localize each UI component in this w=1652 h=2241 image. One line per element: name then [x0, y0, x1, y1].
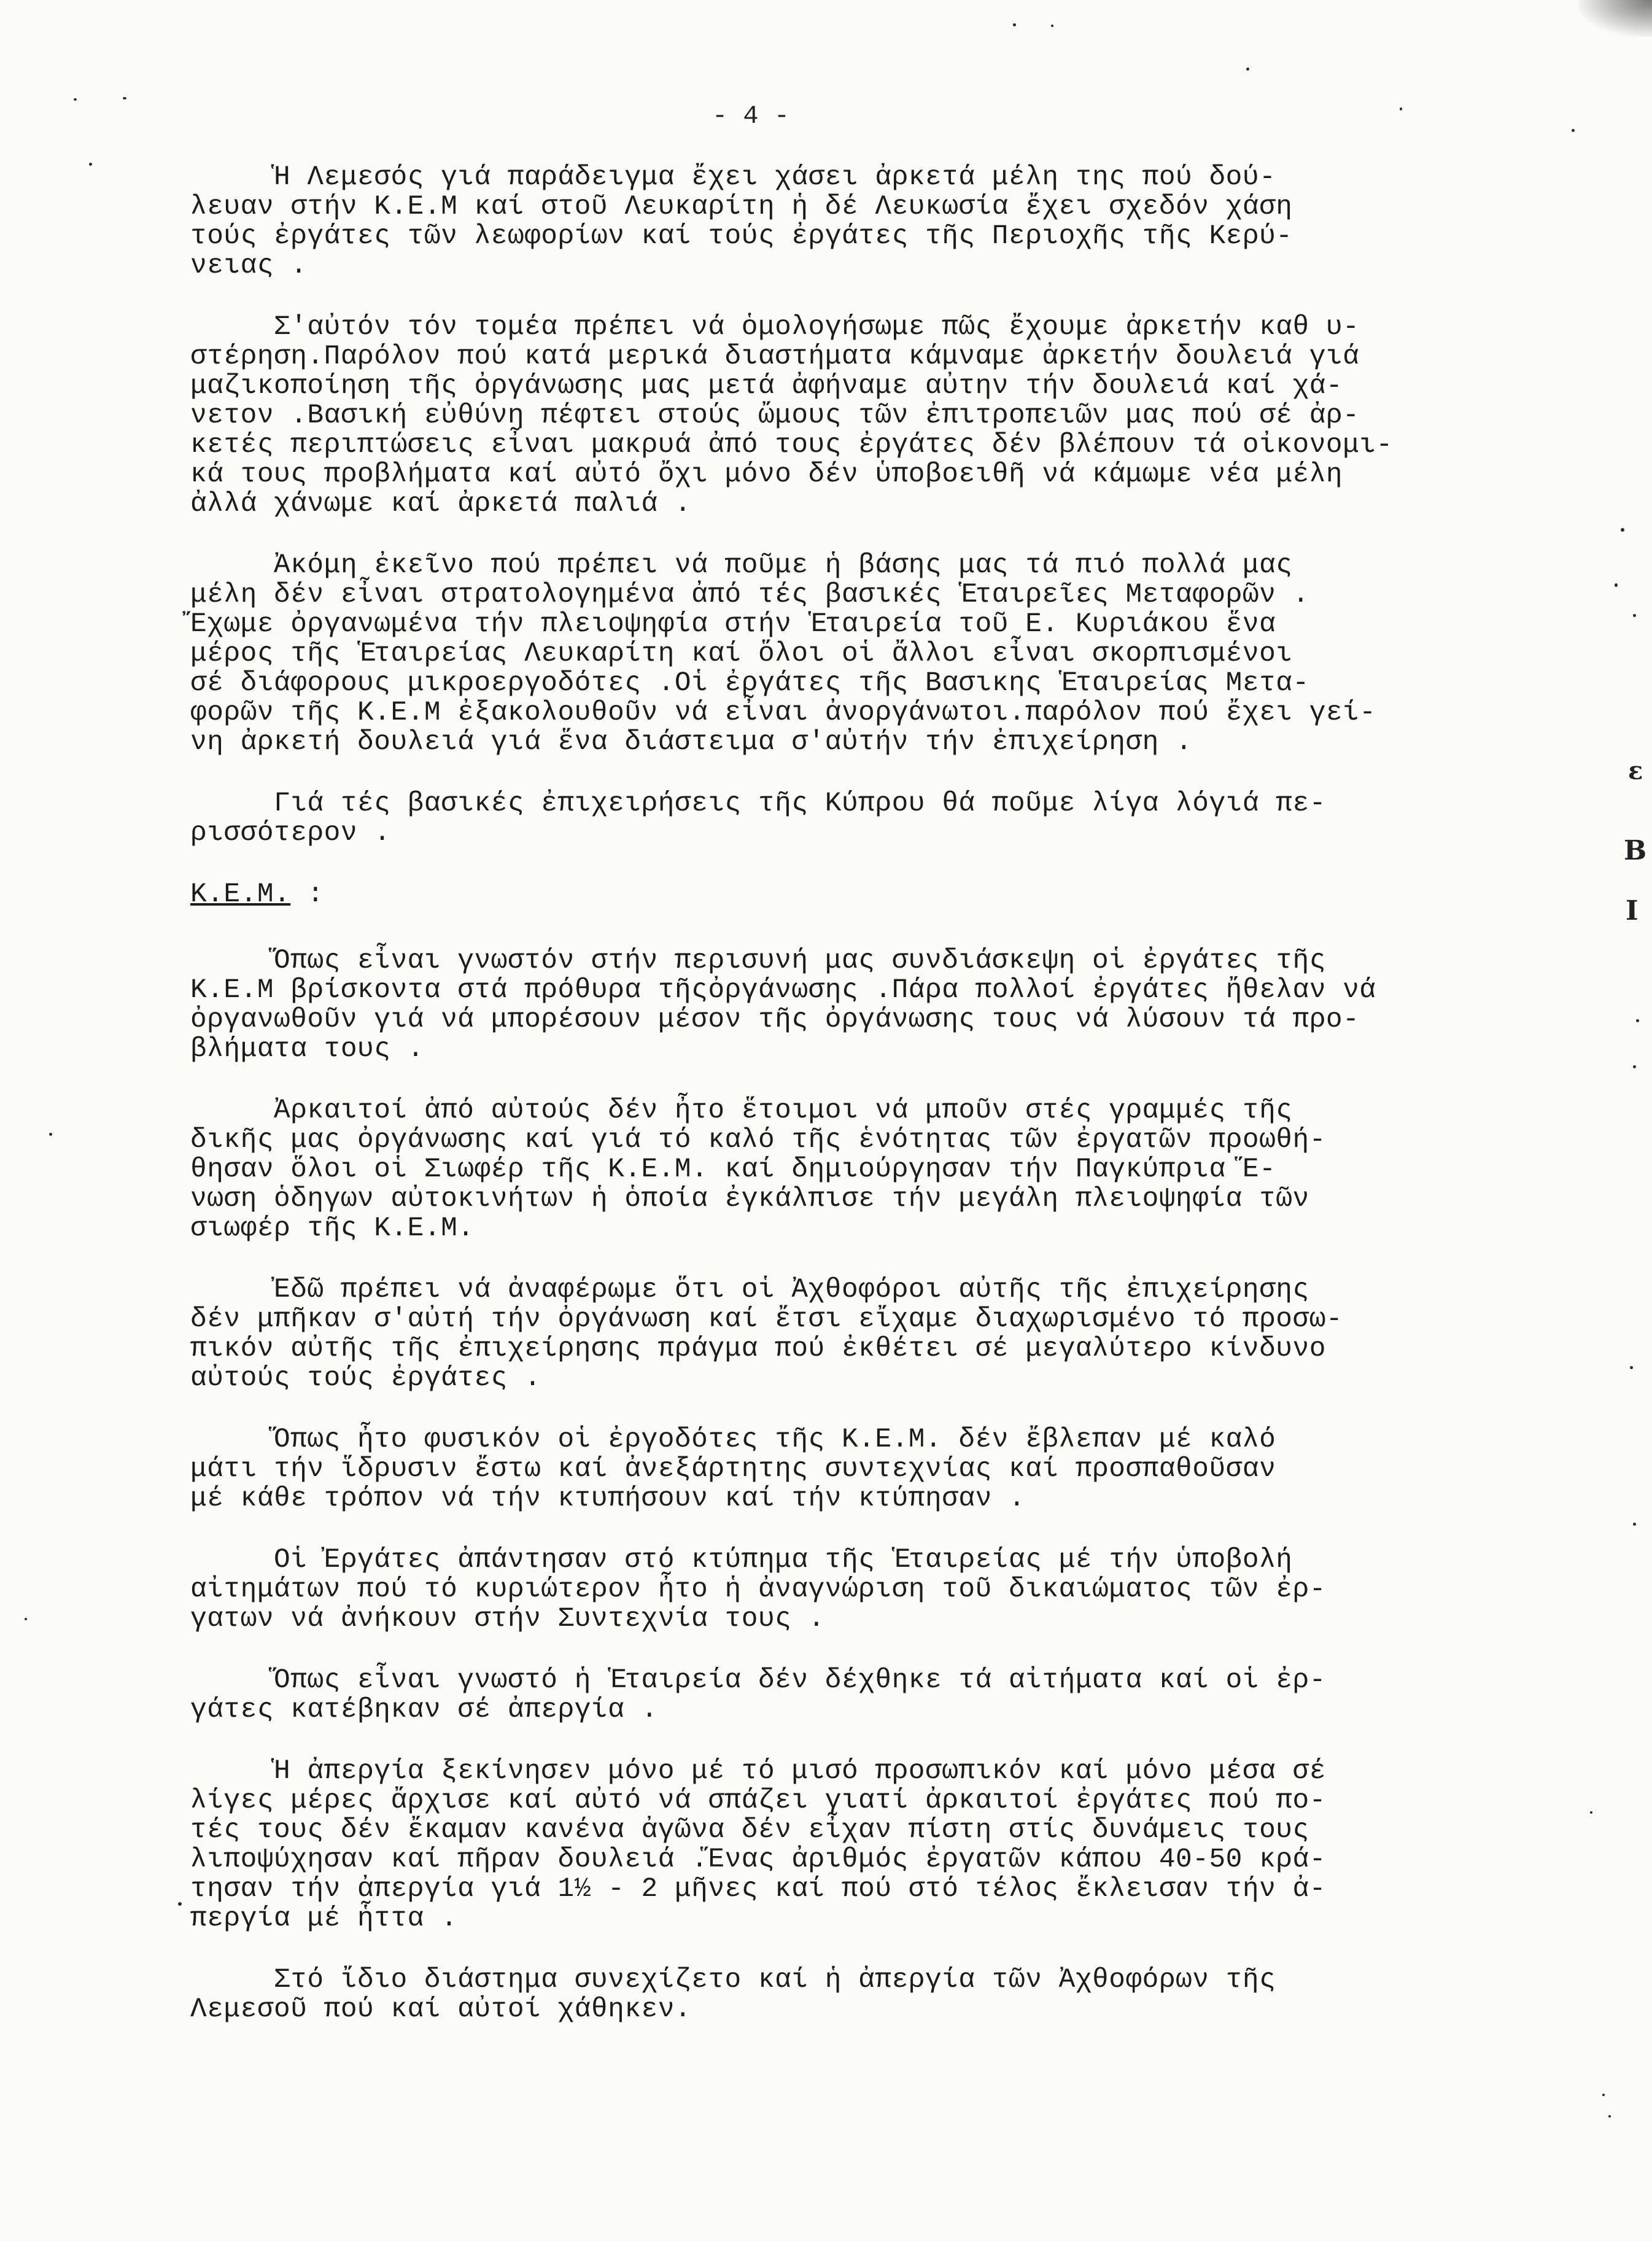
- scan-speck: [123, 97, 126, 99]
- scan-speck: [178, 1902, 182, 1906]
- text-line: Ὅπως ἦτο φυσικόν οἱ ἐργοδότες τῆς Κ.Ε.Μ. δέν ἔβλεπαν μέ καλό: [190, 1424, 1276, 1455]
- scan-speck: [1633, 614, 1636, 617]
- scan-speck: [1608, 2115, 1611, 2118]
- margin-mark: Ι: [1626, 895, 1638, 926]
- text-line: γάτες κατέβηκαν σέ ἀπεργία .: [190, 1695, 658, 1725]
- section-heading-colon: :: [290, 879, 324, 910]
- scan-speck: [89, 163, 92, 166]
- text-line: Ὅπως εἶναι γνωστό ἡ Ἑταιρεία δέν δέχθηκε τά αἰτήματα καί οἱ ἐρ-: [190, 1665, 1326, 1696]
- scan-speck: [25, 1618, 27, 1620]
- scan-speck: [1400, 107, 1402, 111]
- scan-speck: [1013, 23, 1016, 26]
- text-line: φορῶν τῆς Κ.Ε.Μ ἐξακολουθοῦν νά εἶναι ἀνοργάνωτοι.παρόλον πού ἔχει γεί-: [190, 697, 1376, 728]
- text-line: μαζικοποίηση τῆς ὀργάνωσης μας μετά ἀφήναμε αὐτην τήν δουλειά καί χά-: [190, 371, 1343, 402]
- paragraph: [190, 551, 1510, 757]
- text-line: ρισσότερον .: [190, 818, 391, 849]
- text-line: Γιά τές βασικές ἐπιχειρήσεις τῆς Κύπρου θά ποῦμε λίγα λόγιά πε-: [190, 788, 1326, 819]
- text-line: Σ'αὐτόν τόν τομέα πρέπει νά ὁμολογήσωμε πῶς ἔχουμε ἀρκετήν καθ υ-: [190, 312, 1360, 343]
- text-line: τούς ἐργάτες τῶν λεωφορίων καί τούς ἐργάτες τῆς Περιοχῆς τῆς Κερύ-: [190, 221, 1293, 252]
- scan-speck: [74, 98, 77, 101]
- scan-noise: [1578, 0, 1652, 37]
- text-line: περγία μέ ἧττα .: [190, 1903, 458, 1934]
- text-line: σέ διάφορους μικροεργοδότες .Οἱ ἐργάτες τῆς Βασικης Ἑταιρείας Μετα-: [190, 668, 1309, 699]
- section-heading-label: Κ.Ε.Μ.: [190, 879, 291, 910]
- text-line: λίγες μέρες ἄρχισε καί αὐτό νά σπάζει γιατί ἀρκαιτοί ἐργάτες πού πο-: [190, 1785, 1326, 1816]
- paragraph: [190, 1425, 1510, 1513]
- text-line: δέν μπῆκαν σ'αὐτή τήν ὀργάνωση καί ἔτσι εἴχαμε διαχωρισμένο τό προσω-: [190, 1304, 1343, 1335]
- paragraph: [190, 313, 1510, 519]
- text-line: Ἡ ἀπεργία ξεκίνησεν μόνο μέ τό μισό προσωπικόν καί μόνο μέσα σέ: [190, 1756, 1326, 1787]
- text-line: γατων νά ἀνήκουν στήν Συντεχνία τους .: [190, 1604, 825, 1634]
- text-line: Οἱ Ἐργάτες ἀπάντησαν στό κτύπημα τῆς Ἑταιρείας μέ τήν ὑποβολή: [190, 1545, 1293, 1575]
- text-line: στέρηση.Παρόλον πού κατά μερικά διαστήματα κάμναμε ἀρκετήν δουλειά γιά: [190, 341, 1360, 372]
- scan-speck: [1630, 1366, 1633, 1369]
- text-line: κά τους προβλήματα καί αὐτό ὄχι μόνο δέν ὑποβοειθῆ νά κάμωμε νέα μέλη: [190, 459, 1343, 490]
- text-line: μέλη δέν εἶναι στρατολογημένα ἀπό τές βασικές Ἑταιρεῖες Μεταφορῶν .: [190, 580, 1309, 610]
- paragraph: [190, 1096, 1510, 1243]
- text-line: Ἐδῶ πρέπει νά ἀναφέρωμε ὅτι οἱ Ἀχθοφόροι αὐτῆς τῆς ἐπιχείρησης: [190, 1275, 1309, 1305]
- text-line: Λεμεσοῦ πού καί αὐτοί χάθηκεν.: [190, 1994, 692, 2025]
- text-line: λευαν στήν Κ.Ε.Μ καί στοῦ Λευκαρίτη ἡ δέ Λευκωσία ἔχει σχεδόν χάση: [190, 192, 1293, 222]
- text-line: σιωφέρ τῆς Κ.Ε.Μ.: [190, 1213, 475, 1244]
- page-number: - 4 -: [712, 101, 790, 131]
- scan-speck: [1636, 1019, 1639, 1022]
- scan-speck: [1051, 25, 1053, 27]
- text-line: τές τους δέν ἔκαμαν κανένα ἀγῶνα δέν εἶχαν πίστη στίς δυνάμεις τους: [190, 1815, 1309, 1846]
- text-line: Κ.Ε.Μ βρίσκοντα στά πρόθυρα τῆςὀργάνωσης .Πάρα πολλοί ἐργάτες ἤθελαν νά: [190, 975, 1376, 1006]
- paragraph: [190, 1666, 1510, 1725]
- section-heading: [190, 880, 1510, 909]
- margin-mark: ε: [1628, 756, 1643, 785]
- document-body: [190, 163, 1510, 2024]
- text-line: Ἀρκαιτοί ἀπό αὐτούς δέν ἦτο ἕτοιμοι νά μποῦν στές γραμμές τῆς: [190, 1095, 1293, 1126]
- text-line: τησαν τήν ἀπεργία γιά 1½ - 2 μῆνες καί πού στό τέλος ἔκλεισαν τήν ἀ-: [190, 1874, 1326, 1905]
- text-line: Ἔχωμε ὀργανωμένα τήν πλειοψηφία στήν Ἑταιρεία τοῦ Ε. Κυριάκου ἕνα: [190, 609, 1276, 640]
- scan-speck: [1572, 129, 1575, 132]
- scan-speck: [1590, 1811, 1592, 1814]
- text-line: μέρος τῆς Ἑταιρείας Λευκαρίτη καί ὅλοι οἱ ἄλλοι εἶναι σκορπισμένοι: [190, 639, 1293, 669]
- scan-speck: [1633, 1523, 1636, 1526]
- scan-speck: [1602, 2094, 1605, 2096]
- margin-mark: Β: [1624, 835, 1647, 866]
- scan-speck: [1615, 583, 1618, 587]
- text-line: Στό ἴδιο διάστημα συνεχίζετο καί ἡ ἀπεργία τῶν Ἀχθοφόρων τῆς: [190, 1965, 1276, 1995]
- text-line: ὀργανωθοῦν γιά νά μπορέσουν μέσον τῆς ὀργάνωσης τους νά λύσουν τά προ-: [190, 1004, 1360, 1035]
- paragraph: [190, 1545, 1510, 1634]
- text-line: νετον .Βασική εὐθύνη πέφτει στούς ὤμους τῶν ἐπιτροπειῶν μας πού σέ ἀρ-: [190, 400, 1360, 431]
- text-line: μάτι τήν ἵδρυσιν ἔστω καί ἀνεξάρτητης συντεχνίας καί προσπαθοῦσαν: [190, 1454, 1276, 1485]
- text-line: ἀλλά χάνωμε καί ἀρκετά παλιά .: [190, 489, 692, 519]
- text-line: Ἀκόμη ἐκεῖνο πού πρέπει νά ποῦμε ἡ βάσης μας τά πιό πολλά μας: [190, 550, 1293, 581]
- text-line: Ἡ Λεμεσός γιά παράδειγμα ἔχει χάσει ἀρκετά μέλη της πού δού-: [190, 162, 1276, 193]
- paragraph: [190, 789, 1510, 848]
- scan-speck: [1246, 68, 1249, 71]
- text-line: νειας .: [190, 251, 308, 281]
- text-line: θησαν ὅλοι οἱ Σιωφέρ τῆς Κ.Ε.Μ. καί δημιούργησαν τήν Παγκύπρια Ἕ-: [190, 1154, 1276, 1185]
- text-line: αὐτούς τούς ἐργάτες .: [190, 1363, 541, 1394]
- text-line: βλήματα τους .: [190, 1034, 424, 1065]
- scan-speck: [1621, 528, 1624, 532]
- text-line: κετές περιπτώσεις εἶναι μακρυά ἀπό τους ἐργάτες δέν βλέπουν τά οἰκονομι-: [190, 430, 1393, 460]
- text-line: δικῆς μας ὀργάνωσης καί γιά τό καλό τῆς ἑνότητας τῶν ἐργατῶν προωθή-: [190, 1125, 1326, 1155]
- paragraph: [190, 1275, 1510, 1393]
- scan-speck: [1633, 1065, 1636, 1068]
- scan-speck: [49, 1133, 52, 1136]
- paragraph: [190, 163, 1510, 281]
- paragraph: [190, 1757, 1510, 1933]
- text-line: μέ κάθε τρόπον νά τήν κτυπήσουν καί τήν κτύπησαν .: [190, 1483, 1026, 1514]
- text-line: λιποψύχησαν καί πῆραν δουλειά .Ἕνας ἀριθμός ἐργατῶν κάπου 40-50 κρά-: [190, 1844, 1326, 1875]
- paragraph: [190, 1965, 1510, 2024]
- text-line: νη ἀρκετή δουλειά γιά ἕνα διάστειμα σ'αὐτήν τήν ἐπιχείρηση .: [190, 727, 1193, 758]
- text-line: αἰτημάτων πού τό κυριώτερον ἦτο ἡ ἀναγνώριση τοῦ δικαιώματος τῶν ἐρ-: [190, 1574, 1326, 1605]
- text-line: Ὅπως εἶναι γνωστόν στήν περισυνή μας συνδιάσκεψη οἱ ἐργάτες τῆς: [190, 946, 1326, 976]
- text-line: νωση ὁδηγων αὐτοκινήτων ἡ ὁποία ἐγκάλπισε τήν μεγάλη πλειοψηφία τῶν: [190, 1184, 1309, 1214]
- paragraph: [190, 946, 1510, 1064]
- text-line: πικόν αὐτῆς τῆς ἐπιχείρησης πράγμα πού ἐκθέτει σέ μεγαλύτερο κίνδυνο: [190, 1334, 1326, 1364]
